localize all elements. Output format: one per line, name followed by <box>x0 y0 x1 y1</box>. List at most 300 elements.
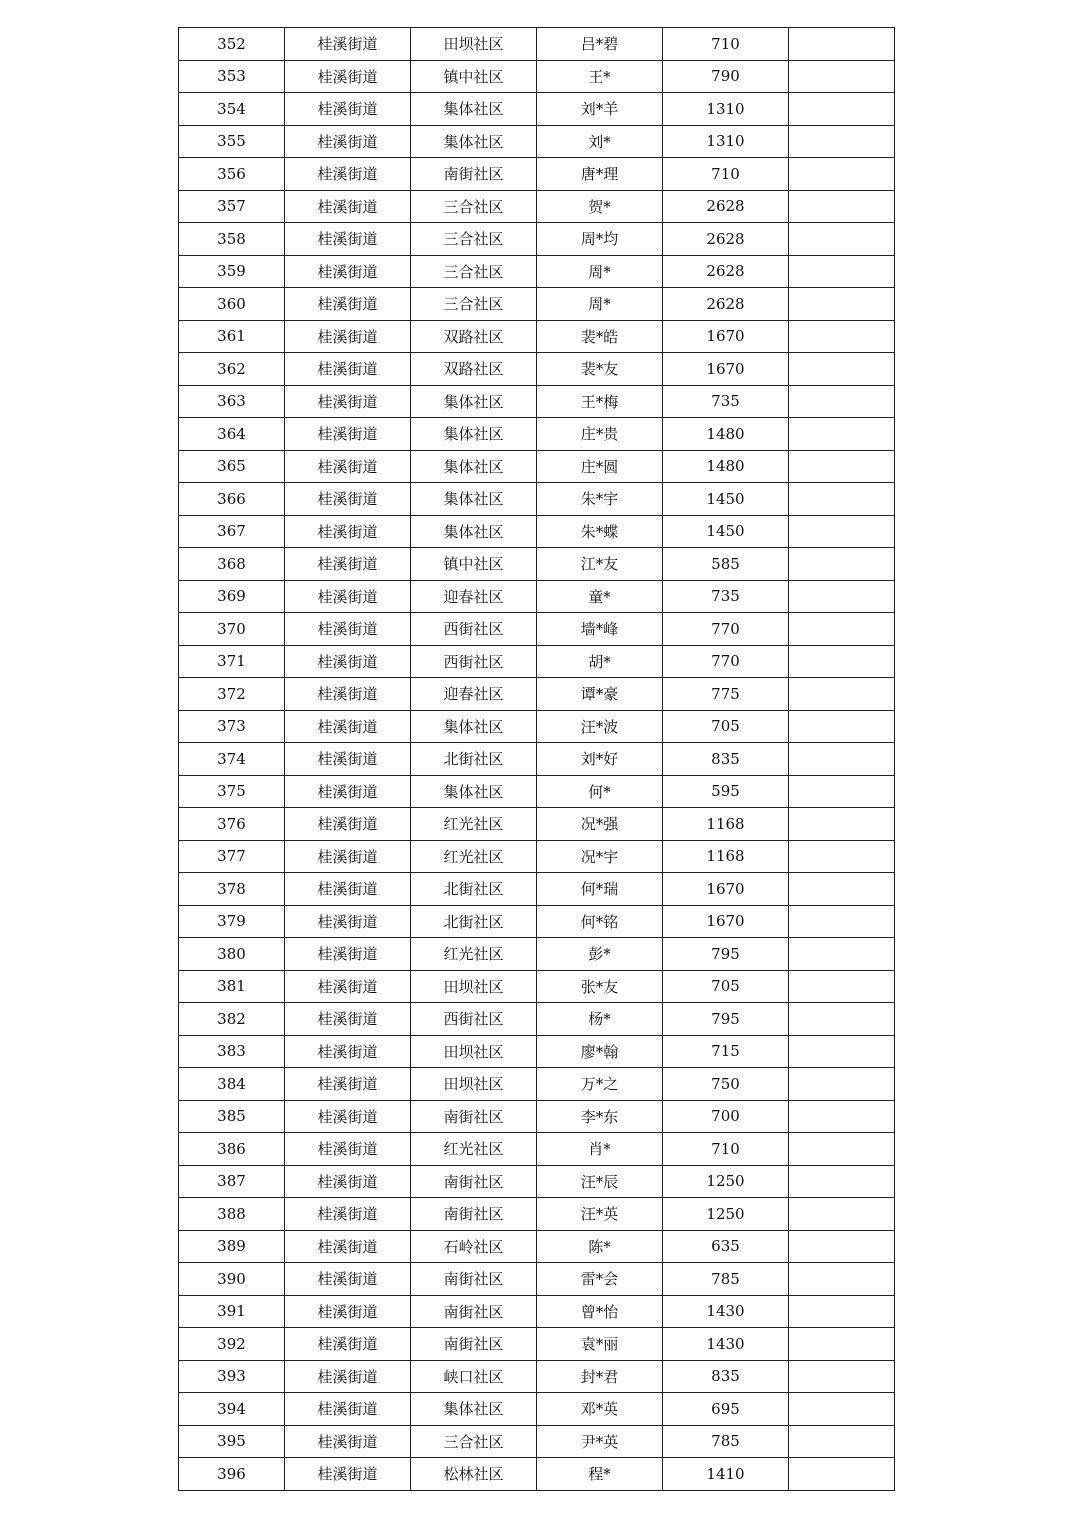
amount-cell: 595 <box>663 775 789 808</box>
community-cell: 田坝社区 <box>411 1068 537 1101</box>
community-cell: 三合社区 <box>411 190 537 223</box>
table-row <box>179 190 895 223</box>
community-cell: 三合社区 <box>411 288 537 321</box>
amount-cell: 1410 <box>663 1458 789 1491</box>
amount-cell: 1168 <box>663 840 789 873</box>
table-row <box>179 1295 895 1328</box>
amount-cell: 705 <box>663 970 789 1003</box>
street-cell: 桂溪街道 <box>285 873 411 906</box>
name-cell: 裴*友 <box>537 353 663 386</box>
amount-cell: 1670 <box>663 905 789 938</box>
street-cell: 桂溪街道 <box>285 613 411 646</box>
street-cell: 桂溪街道 <box>285 353 411 386</box>
row-number-cell: 392 <box>179 1328 285 1361</box>
street-cell: 桂溪街道 <box>285 548 411 581</box>
street-cell: 桂溪街道 <box>285 1328 411 1361</box>
amount-cell: 750 <box>663 1068 789 1101</box>
table-row <box>179 255 895 288</box>
community-cell: 田坝社区 <box>411 1035 537 1068</box>
remark-cell <box>789 60 895 93</box>
row-number-cell: 357 <box>179 190 285 223</box>
remark-cell <box>789 970 895 1003</box>
community-cell: 集体社区 <box>411 450 537 483</box>
street-cell: 桂溪街道 <box>285 743 411 776</box>
community-cell: 北街社区 <box>411 905 537 938</box>
table-row <box>179 223 895 256</box>
community-cell: 集体社区 <box>411 1393 537 1426</box>
name-cell: 何* <box>537 775 663 808</box>
street-cell: 桂溪街道 <box>285 28 411 61</box>
community-cell: 南街社区 <box>411 1295 537 1328</box>
community-cell: 集体社区 <box>411 125 537 158</box>
remark-cell <box>789 808 895 841</box>
table-row <box>179 288 895 321</box>
amount-cell: 1250 <box>663 1165 789 1198</box>
name-cell: 周* <box>537 288 663 321</box>
row-number-cell: 352 <box>179 28 285 61</box>
amount-cell: 1450 <box>663 515 789 548</box>
remark-cell <box>789 1230 895 1263</box>
remark-cell <box>789 1100 895 1133</box>
community-cell: 田坝社区 <box>411 970 537 1003</box>
amount-cell: 1250 <box>663 1198 789 1231</box>
table-row <box>179 808 895 841</box>
remark-cell <box>789 905 895 938</box>
row-number-cell: 370 <box>179 613 285 646</box>
name-cell: 胡* <box>537 645 663 678</box>
name-cell: 王*梅 <box>537 385 663 418</box>
row-number-cell: 389 <box>179 1230 285 1263</box>
name-cell: 陈* <box>537 1230 663 1263</box>
street-cell: 桂溪街道 <box>285 1035 411 1068</box>
table-row <box>179 743 895 776</box>
row-number-cell: 393 <box>179 1360 285 1393</box>
remark-cell <box>789 580 895 613</box>
street-cell: 桂溪街道 <box>285 840 411 873</box>
name-cell: 周*均 <box>537 223 663 256</box>
name-cell: 刘*好 <box>537 743 663 776</box>
name-cell: 杨* <box>537 1003 663 1036</box>
remark-cell <box>789 1198 895 1231</box>
remark-cell <box>789 320 895 353</box>
remark-cell <box>789 548 895 581</box>
row-number-cell: 369 <box>179 580 285 613</box>
community-cell: 集体社区 <box>411 93 537 126</box>
row-number-cell: 396 <box>179 1458 285 1491</box>
remark-cell <box>789 418 895 451</box>
amount-cell: 1480 <box>663 418 789 451</box>
street-cell: 桂溪街道 <box>285 808 411 841</box>
row-number-cell: 361 <box>179 320 285 353</box>
row-number-cell: 391 <box>179 1295 285 1328</box>
community-cell: 镇中社区 <box>411 60 537 93</box>
table-row <box>179 1068 895 1101</box>
street-cell: 桂溪街道 <box>285 450 411 483</box>
community-cell: 红光社区 <box>411 840 537 873</box>
street-cell: 桂溪街道 <box>285 1003 411 1036</box>
row-number-cell: 371 <box>179 645 285 678</box>
row-number-cell: 395 <box>179 1425 285 1458</box>
name-cell: 邓*英 <box>537 1393 663 1426</box>
community-cell: 松林社区 <box>411 1458 537 1491</box>
row-number-cell: 373 <box>179 710 285 743</box>
row-number-cell: 372 <box>179 678 285 711</box>
row-number-cell: 367 <box>179 515 285 548</box>
name-cell: 张*友 <box>537 970 663 1003</box>
row-number-cell: 377 <box>179 840 285 873</box>
amount-cell: 1310 <box>663 93 789 126</box>
remark-cell <box>789 1295 895 1328</box>
table-row <box>179 353 895 386</box>
street-cell: 桂溪街道 <box>285 1425 411 1458</box>
remark-cell <box>789 840 895 873</box>
street-cell: 桂溪街道 <box>285 515 411 548</box>
row-number-cell: 378 <box>179 873 285 906</box>
row-number-cell: 365 <box>179 450 285 483</box>
table-row <box>179 1100 895 1133</box>
community-cell: 镇中社区 <box>411 548 537 581</box>
amount-cell: 1168 <box>663 808 789 841</box>
street-cell: 桂溪街道 <box>285 158 411 191</box>
table-row <box>179 710 895 743</box>
street-cell: 桂溪街道 <box>285 190 411 223</box>
street-cell: 桂溪街道 <box>285 1198 411 1231</box>
name-cell: 谭*豪 <box>537 678 663 711</box>
street-cell: 桂溪街道 <box>285 125 411 158</box>
name-cell: 汪*辰 <box>537 1165 663 1198</box>
row-number-cell: 354 <box>179 93 285 126</box>
row-number-cell: 394 <box>179 1393 285 1426</box>
row-number-cell: 362 <box>179 353 285 386</box>
community-cell: 集体社区 <box>411 775 537 808</box>
row-number-cell: 383 <box>179 1035 285 1068</box>
row-number-cell: 363 <box>179 385 285 418</box>
remark-cell <box>789 483 895 516</box>
name-cell: 李*东 <box>537 1100 663 1133</box>
row-number-cell: 379 <box>179 905 285 938</box>
community-cell: 南街社区 <box>411 1165 537 1198</box>
table-row <box>179 418 895 451</box>
name-cell: 袁*丽 <box>537 1328 663 1361</box>
table-row <box>179 483 895 516</box>
amount-cell: 795 <box>663 938 789 971</box>
community-cell: 田坝社区 <box>411 28 537 61</box>
street-cell: 桂溪街道 <box>285 1165 411 1198</box>
table-row <box>179 1003 895 1036</box>
amount-cell: 735 <box>663 580 789 613</box>
table-row <box>179 515 895 548</box>
community-cell: 北街社区 <box>411 743 537 776</box>
remark-cell <box>789 1003 895 1036</box>
row-number-cell: 385 <box>179 1100 285 1133</box>
table-row <box>179 613 895 646</box>
table-row <box>179 1393 895 1426</box>
row-number-cell: 353 <box>179 60 285 93</box>
table-row <box>179 905 895 938</box>
roster-table-body <box>179 28 895 1491</box>
table-row <box>179 158 895 191</box>
remark-cell <box>789 1328 895 1361</box>
amount-cell: 2628 <box>663 288 789 321</box>
table-row <box>179 873 895 906</box>
community-cell: 集体社区 <box>411 385 537 418</box>
street-cell: 桂溪街道 <box>285 905 411 938</box>
row-number-cell: 375 <box>179 775 285 808</box>
row-number-cell: 376 <box>179 808 285 841</box>
amount-cell: 1480 <box>663 450 789 483</box>
name-cell: 何*瑞 <box>537 873 663 906</box>
name-cell: 吕*碧 <box>537 28 663 61</box>
table-row <box>179 125 895 158</box>
table-row <box>179 60 895 93</box>
table-row <box>179 1328 895 1361</box>
table-row <box>179 1263 895 1296</box>
row-number-cell: 386 <box>179 1133 285 1166</box>
street-cell: 桂溪街道 <box>285 1068 411 1101</box>
amount-cell: 795 <box>663 1003 789 1036</box>
street-cell: 桂溪街道 <box>285 1263 411 1296</box>
remark-cell <box>789 1263 895 1296</box>
table-row <box>179 840 895 873</box>
amount-cell: 775 <box>663 678 789 711</box>
remark-cell <box>789 1165 895 1198</box>
amount-cell: 835 <box>663 1360 789 1393</box>
name-cell: 封*君 <box>537 1360 663 1393</box>
name-cell: 贺* <box>537 190 663 223</box>
table-row <box>179 1230 895 1263</box>
remark-cell <box>789 1133 895 1166</box>
remark-cell <box>789 288 895 321</box>
amount-cell: 585 <box>663 548 789 581</box>
amount-cell: 1670 <box>663 353 789 386</box>
table-row <box>179 450 895 483</box>
street-cell: 桂溪街道 <box>285 1100 411 1133</box>
amount-cell: 735 <box>663 385 789 418</box>
remark-cell <box>789 645 895 678</box>
row-number-cell: 358 <box>179 223 285 256</box>
street-cell: 桂溪街道 <box>285 645 411 678</box>
row-number-cell: 381 <box>179 970 285 1003</box>
name-cell: 汪*波 <box>537 710 663 743</box>
community-cell: 集体社区 <box>411 483 537 516</box>
table-row <box>179 1035 895 1068</box>
street-cell: 桂溪街道 <box>285 938 411 971</box>
community-cell: 南街社区 <box>411 1100 537 1133</box>
name-cell: 况*强 <box>537 808 663 841</box>
street-cell: 桂溪街道 <box>285 223 411 256</box>
amount-cell: 710 <box>663 28 789 61</box>
table-row <box>179 678 895 711</box>
amount-cell: 710 <box>663 1133 789 1166</box>
row-number-cell: 364 <box>179 418 285 451</box>
street-cell: 桂溪街道 <box>285 1393 411 1426</box>
street-cell: 桂溪街道 <box>285 1295 411 1328</box>
street-cell: 桂溪街道 <box>285 288 411 321</box>
amount-cell: 705 <box>663 710 789 743</box>
name-cell: 尹*英 <box>537 1425 663 1458</box>
community-cell: 峡口社区 <box>411 1360 537 1393</box>
street-cell: 桂溪街道 <box>285 418 411 451</box>
remark-cell <box>789 190 895 223</box>
remark-cell <box>789 1068 895 1101</box>
name-cell: 朱*蝶 <box>537 515 663 548</box>
row-number-cell: 356 <box>179 158 285 191</box>
remark-cell <box>789 678 895 711</box>
amount-cell: 635 <box>663 1230 789 1263</box>
row-number-cell: 360 <box>179 288 285 321</box>
remark-cell <box>789 353 895 386</box>
community-cell: 南街社区 <box>411 1198 537 1231</box>
remark-cell <box>789 1458 895 1491</box>
remark-cell <box>789 28 895 61</box>
street-cell: 桂溪街道 <box>285 1133 411 1166</box>
table-row <box>179 385 895 418</box>
name-cell: 周* <box>537 255 663 288</box>
table-row <box>179 938 895 971</box>
amount-cell: 1430 <box>663 1328 789 1361</box>
name-cell: 童* <box>537 580 663 613</box>
table-row <box>179 580 895 613</box>
amount-cell: 1670 <box>663 873 789 906</box>
name-cell: 曾*怡 <box>537 1295 663 1328</box>
row-number-cell: 384 <box>179 1068 285 1101</box>
table-row <box>179 320 895 353</box>
amount-cell: 1310 <box>663 125 789 158</box>
amount-cell: 785 <box>663 1425 789 1458</box>
amount-cell: 2628 <box>663 223 789 256</box>
community-cell: 南街社区 <box>411 1328 537 1361</box>
remark-cell <box>789 743 895 776</box>
community-cell: 西街社区 <box>411 1003 537 1036</box>
row-number-cell: 380 <box>179 938 285 971</box>
remark-cell <box>789 93 895 126</box>
row-number-cell: 366 <box>179 483 285 516</box>
table-row <box>179 1133 895 1166</box>
amount-cell: 700 <box>663 1100 789 1133</box>
remark-cell <box>789 710 895 743</box>
street-cell: 桂溪街道 <box>285 970 411 1003</box>
amount-cell: 770 <box>663 645 789 678</box>
row-number-cell: 355 <box>179 125 285 158</box>
row-number-cell: 387 <box>179 1165 285 1198</box>
name-cell: 唐*理 <box>537 158 663 191</box>
table-row <box>179 775 895 808</box>
street-cell: 桂溪街道 <box>285 678 411 711</box>
table-row <box>179 28 895 61</box>
table-row <box>179 970 895 1003</box>
remark-cell <box>789 1035 895 1068</box>
community-cell: 红光社区 <box>411 1133 537 1166</box>
remark-cell <box>789 125 895 158</box>
street-cell: 桂溪街道 <box>285 580 411 613</box>
table-row <box>179 1198 895 1231</box>
street-cell: 桂溪街道 <box>285 1458 411 1491</box>
community-cell: 西街社区 <box>411 645 537 678</box>
table-row <box>179 93 895 126</box>
remark-cell <box>789 385 895 418</box>
street-cell: 桂溪街道 <box>285 1360 411 1393</box>
community-cell: 石岭社区 <box>411 1230 537 1263</box>
name-cell: 刘*羊 <box>537 93 663 126</box>
roster-table <box>178 27 895 1491</box>
name-cell: 彭* <box>537 938 663 971</box>
table-row <box>179 1458 895 1491</box>
amount-cell: 2628 <box>663 190 789 223</box>
remark-cell <box>789 450 895 483</box>
remark-cell <box>789 158 895 191</box>
community-cell: 迎春社区 <box>411 580 537 613</box>
name-cell: 况*宇 <box>537 840 663 873</box>
table-row <box>179 645 895 678</box>
name-cell: 肖* <box>537 1133 663 1166</box>
table-row <box>179 1165 895 1198</box>
name-cell: 墙*峰 <box>537 613 663 646</box>
amount-cell: 785 <box>663 1263 789 1296</box>
name-cell: 雷*会 <box>537 1263 663 1296</box>
street-cell: 桂溪街道 <box>285 1230 411 1263</box>
street-cell: 桂溪街道 <box>285 710 411 743</box>
community-cell: 红光社区 <box>411 808 537 841</box>
table-row <box>179 1425 895 1458</box>
remark-cell <box>789 255 895 288</box>
remark-cell <box>789 1360 895 1393</box>
table-row <box>179 548 895 581</box>
row-number-cell: 368 <box>179 548 285 581</box>
community-cell: 集体社区 <box>411 418 537 451</box>
remark-cell <box>789 515 895 548</box>
name-cell: 庄*圆 <box>537 450 663 483</box>
table-row <box>179 1360 895 1393</box>
amount-cell: 695 <box>663 1393 789 1426</box>
amount-cell: 1450 <box>663 483 789 516</box>
remark-cell <box>789 1393 895 1426</box>
street-cell: 桂溪街道 <box>285 385 411 418</box>
name-cell: 王* <box>537 60 663 93</box>
community-cell: 北街社区 <box>411 873 537 906</box>
name-cell: 刘* <box>537 125 663 158</box>
community-cell: 红光社区 <box>411 938 537 971</box>
name-cell: 江*友 <box>537 548 663 581</box>
row-number-cell: 388 <box>179 1198 285 1231</box>
street-cell: 桂溪街道 <box>285 483 411 516</box>
row-number-cell: 359 <box>179 255 285 288</box>
community-cell: 双路社区 <box>411 320 537 353</box>
row-number-cell: 390 <box>179 1263 285 1296</box>
community-cell: 三合社区 <box>411 223 537 256</box>
street-cell: 桂溪街道 <box>285 775 411 808</box>
community-cell: 南街社区 <box>411 158 537 191</box>
amount-cell: 835 <box>663 743 789 776</box>
name-cell: 廖*翰 <box>537 1035 663 1068</box>
row-number-cell: 382 <box>179 1003 285 1036</box>
remark-cell <box>789 873 895 906</box>
street-cell: 桂溪街道 <box>285 320 411 353</box>
amount-cell: 770 <box>663 613 789 646</box>
amount-cell: 790 <box>663 60 789 93</box>
amount-cell: 715 <box>663 1035 789 1068</box>
amount-cell: 2628 <box>663 255 789 288</box>
community-cell: 集体社区 <box>411 515 537 548</box>
community-cell: 南街社区 <box>411 1263 537 1296</box>
community-cell: 迎春社区 <box>411 678 537 711</box>
name-cell: 裴*皓 <box>537 320 663 353</box>
remark-cell <box>789 1425 895 1458</box>
name-cell: 庄*贵 <box>537 418 663 451</box>
remark-cell <box>789 613 895 646</box>
community-cell: 三合社区 <box>411 1425 537 1458</box>
name-cell: 朱*宇 <box>537 483 663 516</box>
community-cell: 双路社区 <box>411 353 537 386</box>
